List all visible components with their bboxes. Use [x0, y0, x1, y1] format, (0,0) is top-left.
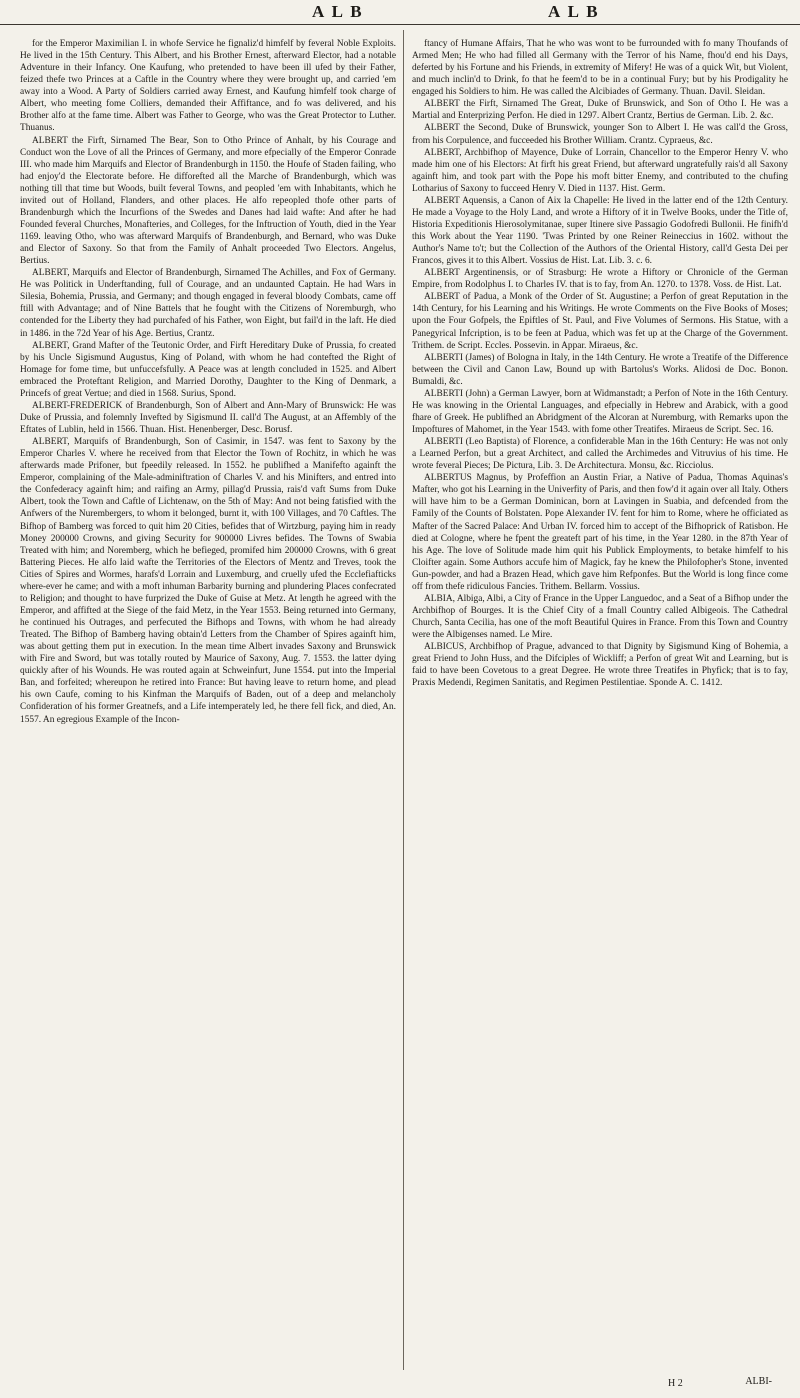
entry-paragraph: ftancy of Humane Affairs, That he who was wont to be furrounded with fo many Thoufands of Armed Men; He who had filled all Germany with the Terror of his Name, fhou'd end his Days, deferted by his Fortune and his Friends, in extremity of Mifery! He was of a quick Wit, but Violent, and much inclin'd to Drink, fo that he feem'd to be in a continual Fury; but by his Prodigality he engaged his Soldiers to him. He was called the Alcibiades of Germany. Thuan. Davil. Sleidan.	[412, 39, 788, 98]
entry-paragraph: ALBERTI (James) of Bologna in Italy, in the 14th Century. He wrote a Treatife of the Difference between the Civil and Canon Law, Bound up with Bartolus's Works. Alidosi de Doc. Bonon. Bumaldi, &c.	[412, 352, 788, 387]
entry-paragraph: ALBERTUS Magnus, by Profeffion an Austin Friar, a Native of Padua, Thomas Aquinas's Mafter, who got his Learning in the Univerfity of Paris, and then fow'd it again over all Italy. Others will have him to be a German Dominican, born at Lavingen in Suabia, and defcended from the Family of the Counts of Bolstaten. Pope Alexander IV. fent for him to Rome, where he officiated as Mafter of the Sacred Palace: And Urban IV. forced him to accept of the Bifhoprick of Ratisbon. He died at Cologne, where he fpent the greateft part of his time, in the Year 1280. in the 87th Year of his Age. The love of Solitude made him quit his Publick Employments, to betake himfelf to his Cloifter again. Some Authors accufe him of Magick, fay he knew the Philofopher's Stone, invented Gun-powder, and had a Brazen Head, which gave him Refponfes. But the World is long fince come off from thefe ridiculous Fancies. Trithem. Bellarm. Vossius.	[412, 473, 788, 592]
entry-paragraph: ALBERT, Marquifs and Elector of Brandenburgh, Sirnamed The Achilles, and Fox of Germany. He was Politick in Underftanding, full of Courage, and an undaunted Captain. He had Wars in Silesia, Bohemia, Prussia, and Germany; and though engaged in feveral bloody Combats, came off ftill with Advantage; and of Nine Battels that he fought with the Citizens of Noremburgh, who contended for the Liberty they had purchafed of his Father, won Eight, but fail'd in the laft. He died in 1486. in the 72d Year of his Age. Bertius, Crantz.	[20, 268, 396, 339]
entry-paragraph: ALBERT, Archbifhop of Mayence, Duke of Lorrain, Chancellor to the Emperor Henry V. who made him one of his Electors: At firft his great Friend, but afterward ungratefully rais'd all Saxony againft him, and took part with the Pope his moft bitter Enemy, and contributed to the chufing Lotharius of Saxony to fucceed Henry V. Died in 1137. Hist. Germ.	[412, 147, 788, 194]
entry-paragraph: ALBERTI (John) a German Lawyer, born at Widmanstadt; a Perfon of Note in the 16th Century. He was knowing in the Oriental Languages, and efpecially in Hebrew and Arabick, with a good fhare of Greek. He publifhed an Abridgment of the Alcoran at Nuremburg, with Remarks upon the Impoftures of Mahomet, in the Year 1543. with fome other Treatifes. Miraeus de Script. Sec. 16.	[412, 388, 788, 435]
entry-paragraph: for the Emperor Maximilian I. in whofe Service he fignaliz'd himfelf by feveral Noble Exploits. He lived in the 15th Century. This Albert, and his Brother Ernest, afterward Elector, had a notable Adventure in their Infancy. One Kaufung, who pretended to have been ill ufed by their Father, feized thefe two Princes at a Caftle in the Country where they were brought up, and carried 'em away into a Wood. A Party of Soldiers carried away Ernest, and Kaufung himfelf took charge of Albert, who meeting fome Colliers, demanded their Affiftance, and fo was delivered, and his Brother alfo at the fame time. Albert was Father to George, who was the Great Protector to Luther. Thuanus.	[20, 39, 396, 134]
entry-paragraph: ALBERT the Second, Duke of Brunswick, younger Son to Albert I. He was call'd the Gross, from his Corpulence, and fucceeded his Brother William. Crantz. Cypraeus, &c.	[412, 123, 788, 146]
entry-paragraph: ALBERT, Grand Mafter of the Teutonic Order, and Firft Hereditary Duke of Prussia, fo created by his Uncle Sigismund Augustus, King of Poland, with whom he had contefted the Right of Homage for fome time, but unfuccefsfully. A Peace was at length concluded in 1525. and Albert embraced the Proteftant Religion, and Married Dorothy, Daughter to the King of Denmark, a Princefs of great Vertue; and died in 1568. Surius, Spond.	[20, 340, 396, 399]
right-column	[412, 38, 788, 1383]
entry-paragraph: ALBERT the Firft, Sirnamed The Bear, Son to Otho Prince of Anhalt, by his Courage and Conduct won the Love of all the Princes of Germany, and more efpecially of the Emperor Conrade III. who made him Marquifs and Elector of Brandenburgh in 1150. the Houfe of Staden failing, who had enjoy'd the Electorate before. He difforefted all the Marche of Brandenburgh, which was nothing till that time but Woods, built feveral Towns, and peopled 'em with Inhabitants, which he invited out of Holland, Flanders, and other places. He alfo repeopled thofe other parts of Brandenburgh which the Incurfions of the Swedes and Danes had laid wafte: And after he had Founded feveral Churches, Monafteries, and Colleges, for the Inftruction of Youth, died in the Year 1169. leaving Otho, who was afterward Marquifs of Brandenburgh, and Bernard, who was Duke and Elector of Saxony. So that from the Family of Anhalt proceeded Two Electors. Angelus, Bertius.	[20, 135, 396, 267]
entry-paragraph: ALBERT Aquensis, a Canon of Aix la Chapelle: He lived in the latter end of the 12th Century. He made a Voyage to the Holy Land, and wrote a Hiftory of it in Twelve Books, under the Title of, Historia Expeditionis Hierosolymitanae, super Itinere sive Passagio Godofredi Bullonii. He finifh'd this Work about the Year 1190. 'Twas Printed by one Reiner Reineccius in 1602. without the Author's Name to't; but the Collection of the Authors of the Oriental History, call'd Gesta Dei per Francos, gives it to this Albert. Vossius de Hist. Lat. Lib. 3. c. 6.	[412, 195, 788, 267]
left-column	[20, 38, 396, 1383]
entry-paragraph: ALBIA, Albiga, Albi, a City of France in the Upper Languedoc, and a Seat of a Bifhop under the Archbifhop of Bourges. It is the Chief City of a fmall Country called Albigeois. The Cathedral Church, Santa Cecilia, has one of the moft Beautiful Quires in France. From this Town and Country were the Albigenses named. Le Mire.	[412, 593, 788, 641]
entry-paragraph: ALBERT, Marquifs of Brandenburgh, Son of Casimir, in 1547. was fent to Saxony by the Emperor Charles V. where he received from that Elector the Town of Rochitz, in which he was afterwards made Prifoner, but fpeedily released. In 1552. he publifhed a Manifefto againft the Emperor, complaining of the Male-adminiftration of Charles V. and his Minifters, and entred into the Confederacy againft him; and raifing an Army, pillag'd Prussia, rais'd vaft Sums from Duke Albert, took the Town and Caftle of Lichtenaw, on the 5th of May: And not being fatisfied with the Anfwers of the Nurembergers, to whom it belonged, burnt it, with 100 Villages, and 70 Caftles. The Bifhop of Bamberg was forced to quit him 20 Cities, befides that of Wirtzburg, paying him in ready Money 200000 Crowns, and giving Security for 900000 Livres befides. The Towns of Swabia Treated with him; and Noremberg, which he befieged, promifed him 200000 Crowns, with 6 great Battering Pieces. He alfo laid wafte the Territories of the Electors of Mentz and Treves, took the Cities of Spires and Wormes, harafs'd Lorrain and Luxemburg, and cruelly ufed the Ecclefiafticks where-ever he came; and with a moft inhuman Barbarity burning and plundering Places confecrated to Religion; and thought to have furprized the Duke of Guise at Metz. At length he agreed with the Emperor, and affifted at the Siege of the faid Metz, in the Year 1553. Being returned into Germany, he continued his Outrages, and perfecuted the Bifhops and Towns, with whom he had already Treated. The Bifhop of Bamberg having obtain'd Letters from the Chamber of Spires againft him, was about getting them put in execution. In the mean time Albert invades Saxony and Brunswick with Fire and Sword, but was totally routed by Maurice of Saxony, Aug. 7. 1553. the latter dying quickly after of his Wounds. He was routed again at Schweinfurt, June 1554. put into the Imperial Ban, and forfeited; whereupon he retired into France: But having leave to return home, and plead his own Caufe, coming to his Kinfman the Marquifs of Baden, out of a deep and melancholy Confideration of his former Greatnefs, and a Life intemperately led, he there fell fick, and died, An. 1557. An egregious Example of the Incon-	[20, 437, 396, 725]
catchword: ALBI-	[745, 1376, 772, 1387]
entry-paragraph: ALBERT the Firft, Sirnamed The Great, Duke of Brunswick, and Son of Otho I. He was a Martial and Enterprizing Perfon. He died in 1297. Albert Crantz, Bertius de German. Lib. 2. &c.	[412, 99, 788, 122]
entry-paragraph: ALBERT Argentinensis, or of Strasburg: He wrote a Hiftory or Chronicle of the German Empire, from Rodolphus I. to Charles IV. that is to fay, from An. 1270. to 1378. Voss. de Hist. Lat.	[412, 268, 788, 291]
entry-paragraph: ALBERT-FREDERICK of Brandenburgh, Son of Albert and Ann-Mary of Brunswick: He was Duke of Prussia, and folemnly Invefted by Sigismund II. call'd The August, at an Affembly of the Eftates of Lublin, held in 1566. Thuan. Hist. Henenberger, Desc. Borusf.	[20, 400, 396, 435]
header-left: A L B	[312, 2, 364, 21]
column-divider	[403, 30, 404, 1370]
entry-paragraph: ALBERT of Padua, a Monk of the Order of St. Augustine; a Perfon of great Reputation in the 14th Century, for his Learning and his Writings. He wrote Comments on the Five Books of Moses; upon the Four Gofpels, the Epiftles of St. Paul, and Five Volumes of Sermons. His Statue, with a Panegyrical Infcription, is to be feen at Padua, which was fet up at the Charge of the Government. Trithem. de Script. Eccles. Possevin. in Appar. Miraeus, &c.	[412, 292, 788, 351]
entry-paragraph: ALBERTI (Leo Baptista) of Florence, a confiderable Man in the 16th Century: He was not only a Learned Perfon, but a great Architect, and called the Archimedes and Vitruvius of his time. He wrote feveral Pieces; De Pictura, Lib. 3. De Architectura. Monsu, &c. Ricciolus.	[412, 437, 788, 472]
header-right: A L B	[548, 2, 600, 21]
running-header	[0, 2, 800, 25]
signature-mark: H 2	[668, 1378, 683, 1389]
entry-paragraph: ALBICUS, Archbifhop of Prague, advanced to that Dignity by Sigismund King of Bohemia, a great Friend to John Huss, and the Difciples of Wickliff; a Perfon of great Wit and Learning, but is faid to have been Covetous to a great Degree. He wrote three Treatifes in Phyfick; that is to fay, Praxis Medendi, Regimen Sanitatis, and Regimen Pestilentiae. Sponde A. C. 1412.	[412, 642, 788, 689]
